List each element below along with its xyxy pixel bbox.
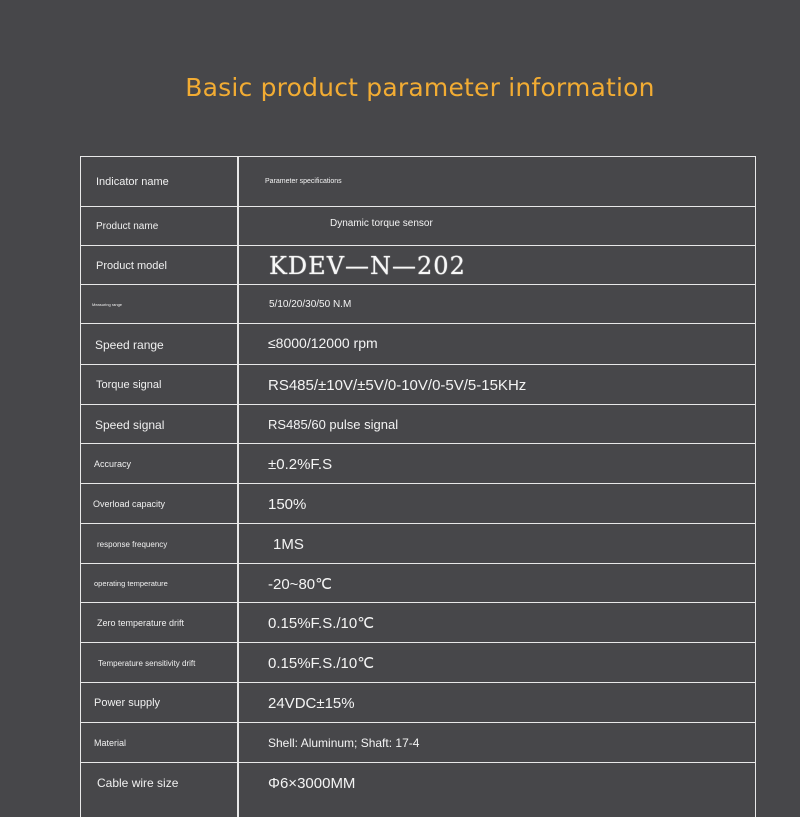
row-label: Power supply xyxy=(94,697,161,709)
row-value: 150% xyxy=(268,495,307,513)
table-row xyxy=(81,565,755,603)
parameter-table xyxy=(80,156,756,817)
row-value: RS485/60 pulse signal xyxy=(268,417,399,432)
page-title: Basic product parameter information xyxy=(185,73,655,102)
row-label: operating temperature xyxy=(94,579,168,588)
row-value: Shell: Aluminum; Shaft: 17-4 xyxy=(268,736,420,750)
row-value: 24VDC±15% xyxy=(268,694,355,712)
table-row xyxy=(81,208,755,246)
table-row xyxy=(81,445,755,484)
product-model-value: KDEV—N—202 xyxy=(269,251,466,280)
row-label: Cable wire size xyxy=(97,776,179,790)
row-label: Material xyxy=(94,738,127,748)
row-value: 5/10/20/30/50 N.M xyxy=(269,299,352,310)
row-value: Φ6×3000MM xyxy=(268,774,356,792)
row-label: Zero temperature drift xyxy=(97,618,185,628)
table-row xyxy=(81,644,755,683)
row-label: Torque signal xyxy=(96,379,162,391)
row-value: Dynamic torque sensor xyxy=(330,218,433,229)
row-label: Product model xyxy=(96,259,167,272)
table-row xyxy=(81,286,755,324)
row-value: 0.15%F.S./10℃ xyxy=(268,655,375,672)
row-label: Overload capacity xyxy=(93,499,166,509)
table-row xyxy=(81,604,755,643)
table-row xyxy=(81,325,755,365)
table-row xyxy=(81,764,755,802)
row-label: Speed range xyxy=(95,337,164,352)
header-value: Parameter specifications xyxy=(265,178,342,185)
row-value: ±0.2%F.S xyxy=(268,455,333,473)
table-row xyxy=(81,684,755,723)
row-value: -20~80℃ xyxy=(268,575,332,593)
row-label: response frequency xyxy=(97,539,168,549)
table-row xyxy=(81,525,755,564)
table-header-row xyxy=(81,157,755,207)
header-label: Indicator name xyxy=(96,175,169,188)
table-row xyxy=(81,247,755,285)
row-label: Temperature sensitivity drift xyxy=(98,658,196,668)
row-value: 0.15%F.S./10℃ xyxy=(268,615,375,632)
row-value: RS485/±10V/±5V/0-10V/0-5V/5-15KHz xyxy=(268,376,527,394)
table-row xyxy=(81,485,755,524)
table-row xyxy=(81,724,755,763)
table-row xyxy=(81,406,755,444)
row-label: Speed signal xyxy=(95,417,165,432)
row-value: ≤8000/12000 rpm xyxy=(268,334,378,351)
row-label: Measuring range xyxy=(92,302,123,307)
row-label: Product name xyxy=(96,221,159,232)
row-value: 1MS xyxy=(273,535,304,553)
row-label: Accuracy xyxy=(94,459,132,469)
table-row xyxy=(81,366,755,405)
